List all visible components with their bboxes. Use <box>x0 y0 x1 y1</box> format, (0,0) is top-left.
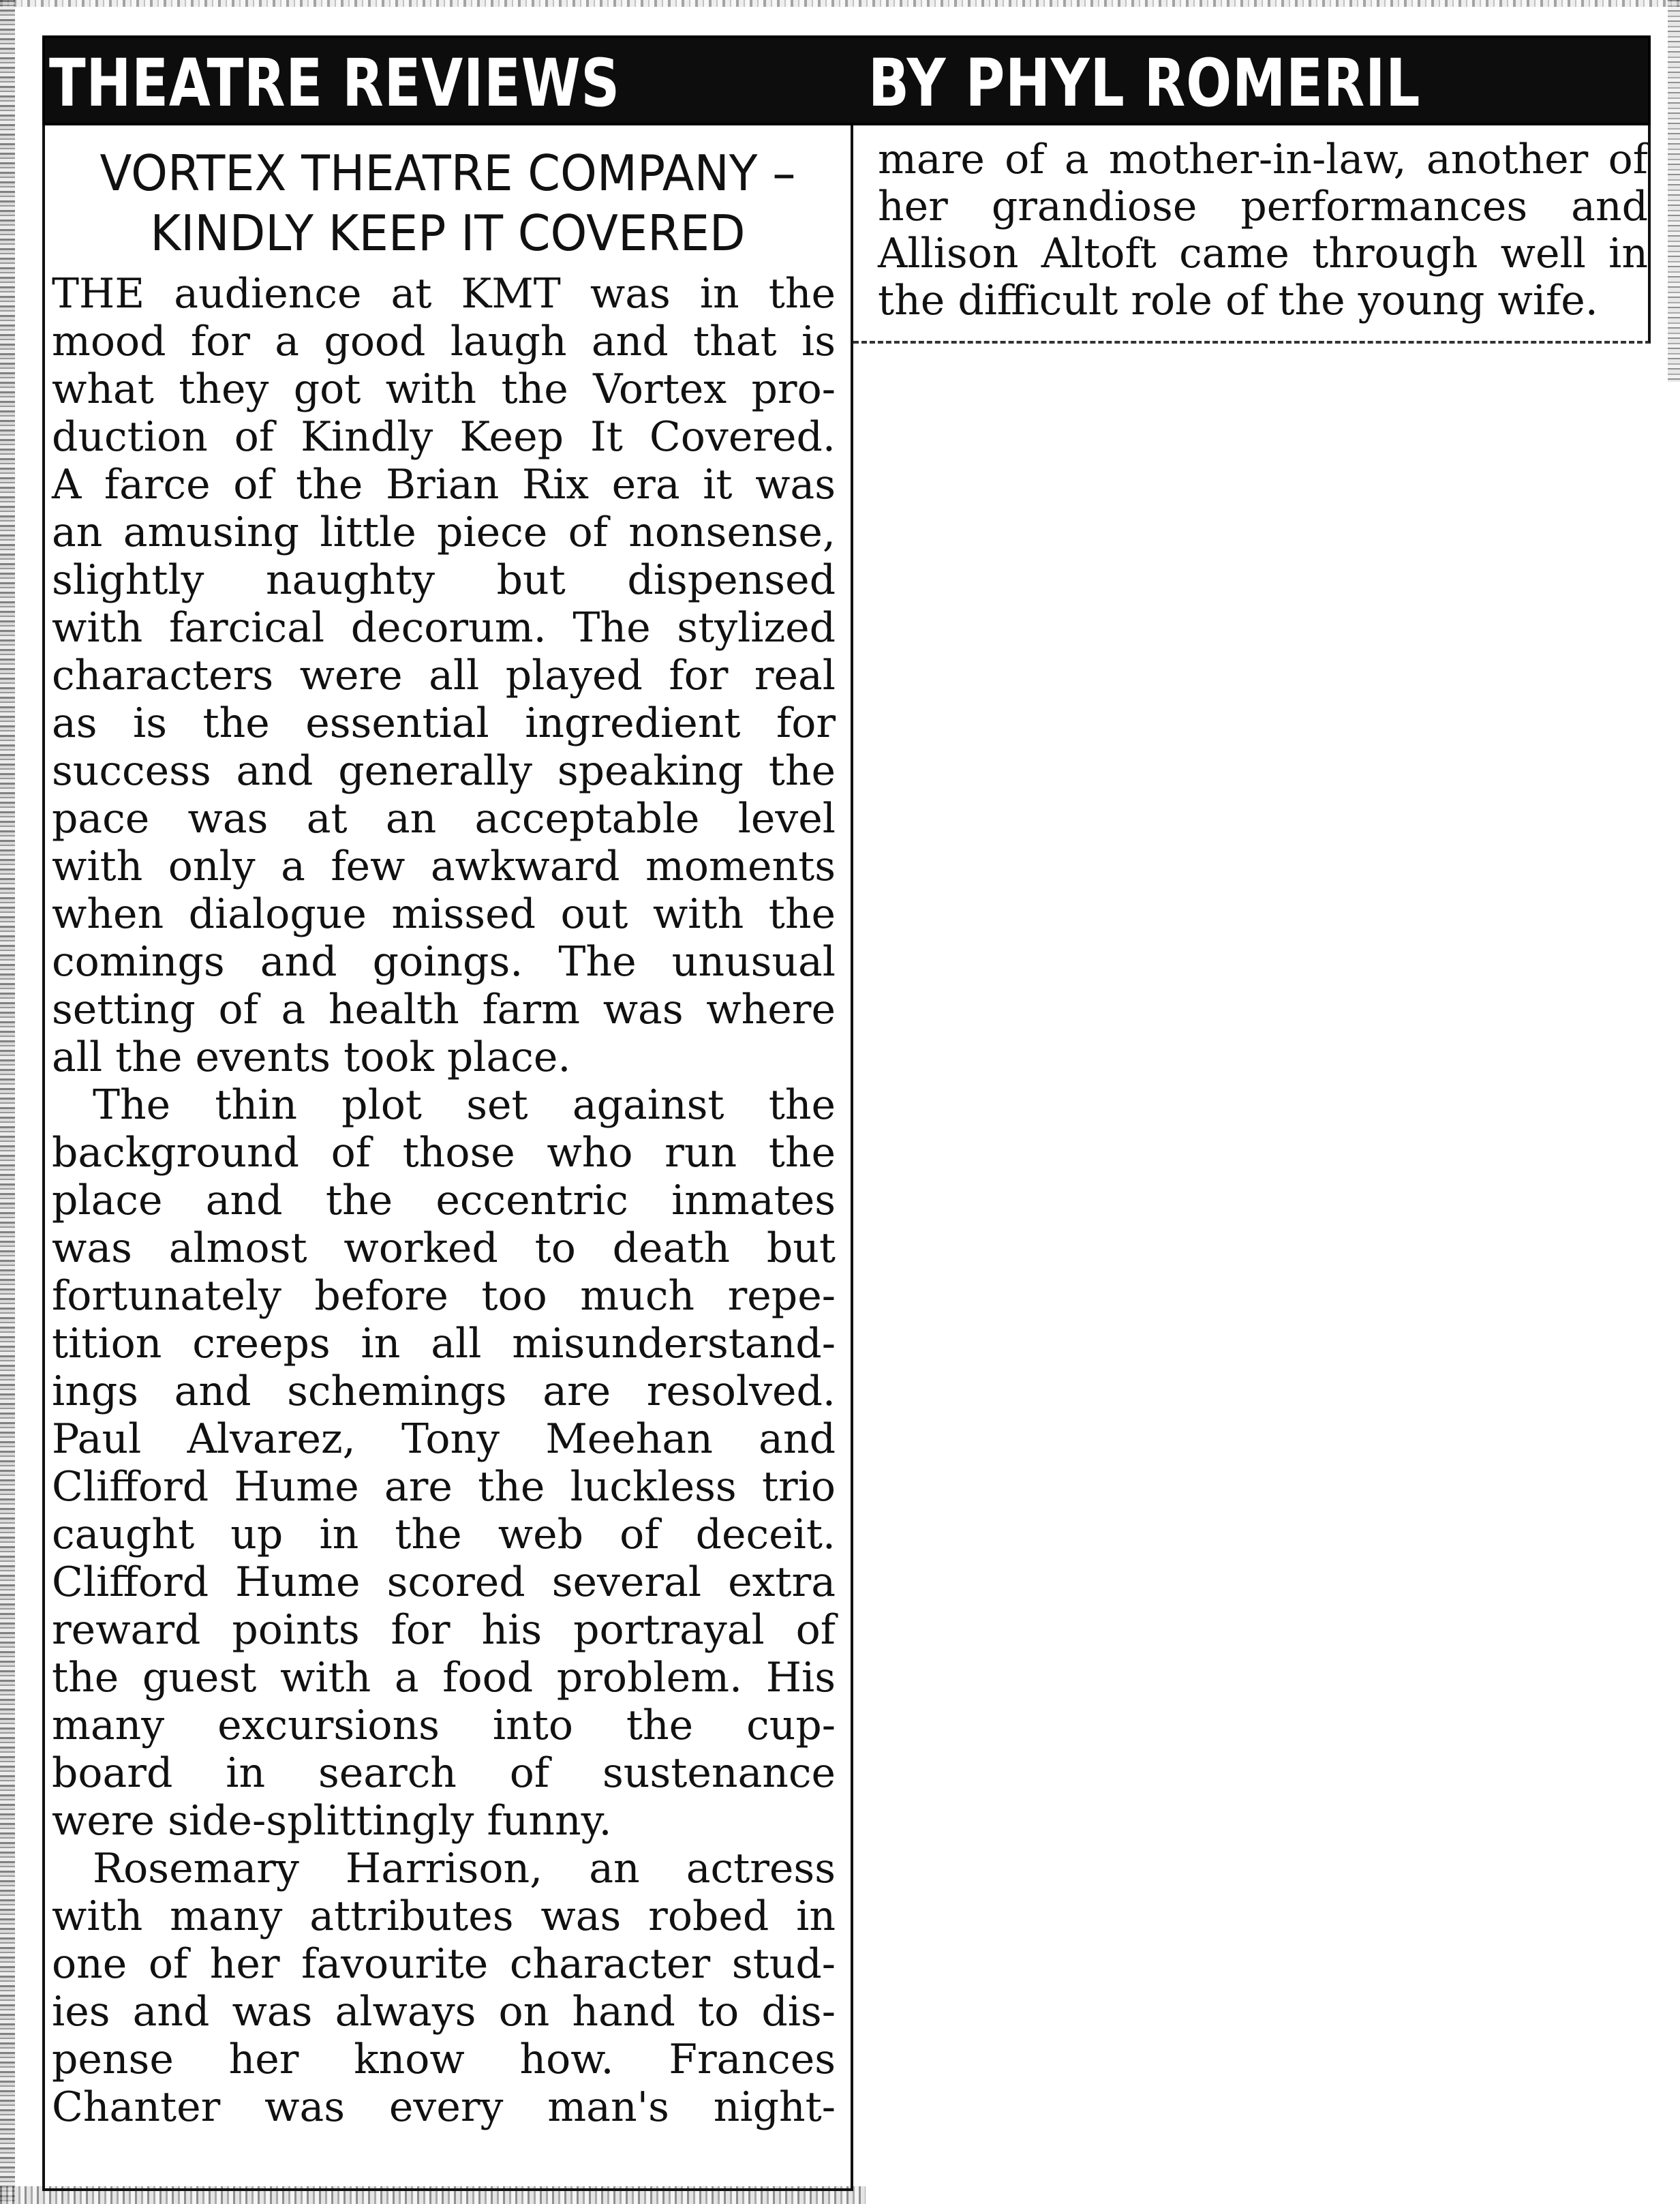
text-line: place and the eccentric inmates <box>52 1177 836 1224</box>
scan-edge-left <box>0 0 15 2204</box>
text-line: ings and schemings are resolved. <box>52 1368 836 1415</box>
text-line: with only a few awkward moments <box>52 843 836 890</box>
text-line: characters were all played for real <box>52 652 836 699</box>
text-line: what they got with the Vortex pro- <box>52 365 836 413</box>
scan-edge-right <box>1668 0 1680 382</box>
text-line: THE audience at KMT was in the <box>52 270 836 318</box>
text-line: was almost worked to death but <box>52 1224 836 1272</box>
text-line: comings and goings. The unusual <box>52 938 836 986</box>
text-line: when dialogue missed out with the <box>52 890 836 938</box>
scan-edge-top <box>0 0 1680 7</box>
headline-line: KINDLY KEEP IT COVERED <box>150 205 746 262</box>
text-line: success and generally speaking the <box>52 747 836 795</box>
text-line: background of those who run the <box>52 1129 836 1177</box>
text-line: many excursions into the cup- <box>52 1702 836 1749</box>
text-line: board in search of sustenance <box>52 1749 836 1797</box>
text-line: ies and was always on hand to dis- <box>52 1988 836 2036</box>
text-line: with farcical decorum. The stylized <box>52 604 836 652</box>
text-line: the guest with a food problem. His <box>52 1654 836 1702</box>
text-line: caught up in the web of deceit. <box>52 1511 836 1558</box>
text-line: tition creeps in all misunderstand- <box>52 1320 836 1368</box>
left-column-text <box>52 270 836 2131</box>
text-line: A farce of the Brian Rix era it was <box>52 461 836 509</box>
text-line: Clifford Hume are the luckless trio <box>52 1463 836 1511</box>
text-line: duction of Kindly Keep It Covered. <box>52 413 836 461</box>
headline-line: VORTEX THEATRE COMPANY – <box>100 145 796 202</box>
right-column-text <box>878 136 1648 324</box>
text-line: her grandiose performances and <box>878 183 1648 230</box>
text-line: an amusing little piece of nonsense, <box>52 509 836 556</box>
text-line: with many attributes was robed in <box>52 1892 836 1940</box>
text-line: slightly naughty but dispensed <box>52 556 836 604</box>
text-line: mood for a good laugh and that is <box>52 318 836 365</box>
section-title: THEATRE REVIEWS <box>49 45 620 121</box>
text-line: setting of a health farm was where <box>52 986 836 1033</box>
article-headline <box>69 143 827 263</box>
text-line: Clifford Hume scored several extra <box>52 1558 836 1606</box>
text-line: mare of a mother-in-law, another of <box>878 136 1648 183</box>
text-line: all the events took place. <box>52 1033 571 1081</box>
text-line: pace was at an acceptable level <box>52 795 836 843</box>
text-line: pense her know how. Frances <box>52 2036 836 2083</box>
text-line: Rosemary Harrison, an actress <box>93 1845 836 1892</box>
text-line: were side-splittingly funny. <box>52 1797 612 1845</box>
text-line: fortunately before too much repe- <box>52 1272 836 1320</box>
section-banner <box>42 35 1651 125</box>
text-line: reward points for his portrayal of <box>52 1606 836 1654</box>
text-line: as is the essential ingredient for <box>52 699 836 747</box>
text-line: the difficult role of the young wife. <box>878 277 1598 324</box>
text-line: Chanter was every man's night- <box>52 2083 836 2131</box>
text-line: one of her favourite character stud- <box>52 1940 836 1988</box>
text-line: The thin plot set against the <box>93 1081 836 1129</box>
text-line: Allison Altoft came through well in <box>878 230 1648 277</box>
text-line: Paul Alvarez, Tony Meehan and <box>52 1415 836 1463</box>
byline: BY PHYL ROMERIL <box>868 45 1421 121</box>
